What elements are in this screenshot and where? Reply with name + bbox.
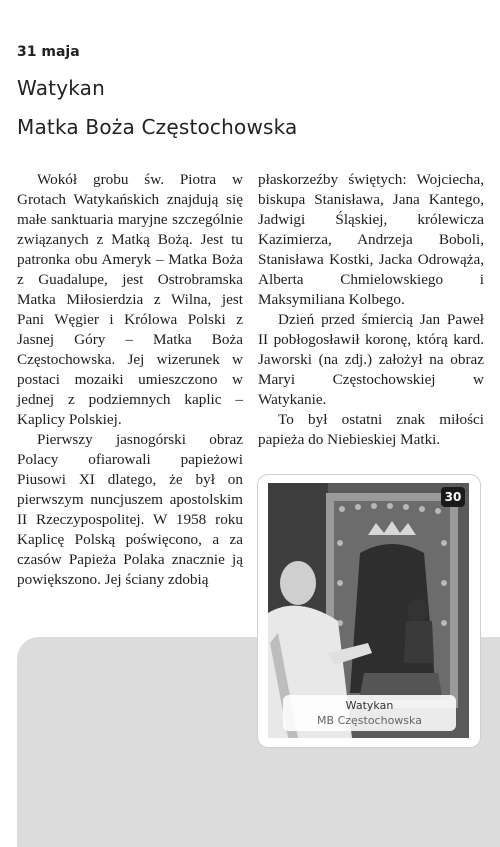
article-title: Matka Boża Częstochowska bbox=[17, 115, 298, 139]
article-date: 31 maja bbox=[17, 44, 80, 60]
paragraph: płaskorzeźby świętych: Wojciecha, biskupa Stanisława, Jana Kantego, Jadwigi Śląskiej, królewicza Kazimierza, Andrzeja Boboli, Stanisława Kostki, Jacka Odrowąża, Alberta Chmielowskiego i Maksymiliana Kolbego. bbox=[258, 171, 484, 308]
article-column-right bbox=[258, 170, 484, 450]
photo-number-badge: 30 bbox=[441, 487, 465, 507]
paragraph: Pierwszy jasnogórski obraz Polacy ofiarowali papieżowi Piusowi XI dlatego, że był on pierwszym nuncjuszem apostolskim II Rzeczypospolitej. W 1958 roku Kaplicę Polską poświęcono, a za czasów Papieża Polaka znacznie ją powiększono. Jej ściany zdobią bbox=[17, 431, 243, 588]
article-column-left bbox=[17, 170, 243, 590]
paragraph: Dzień przed śmiercią Jan Paweł II pobłogosławił koronę, którą kard. Jaworski (na zdj.) założył na obraz Maryi Częstochowskiej w Watykanie. bbox=[258, 311, 484, 408]
article-location: Watykan bbox=[17, 76, 105, 100]
paragraph: To był ostatni znak miłości papieża do Niebieskiej Matki. bbox=[258, 411, 484, 448]
photo-caption bbox=[283, 695, 456, 731]
caption-title: Watykan bbox=[345, 699, 394, 712]
paragraph: Wokół grobu św. Piotra w Grotach Watykańskich znajdują się małe sanktuaria maryjne szczególnie związanych z Matką Bożą. Jest tu patronka obu Ameryk – Matka Boża z Guadalupe, jest Ostrobramska Matka Miłosierdzia z Wilna, jest Pani Węgier i Królowa Polski z Jasnej Góry – Matka Boża Częstochowska. Jej wizerunek w postaci mozaiki umieszczono w jednej z podziemnych kaplic – Kaplicy Polskiej. bbox=[17, 171, 243, 428]
caption-subtitle: MB Częstochowska bbox=[317, 714, 422, 727]
